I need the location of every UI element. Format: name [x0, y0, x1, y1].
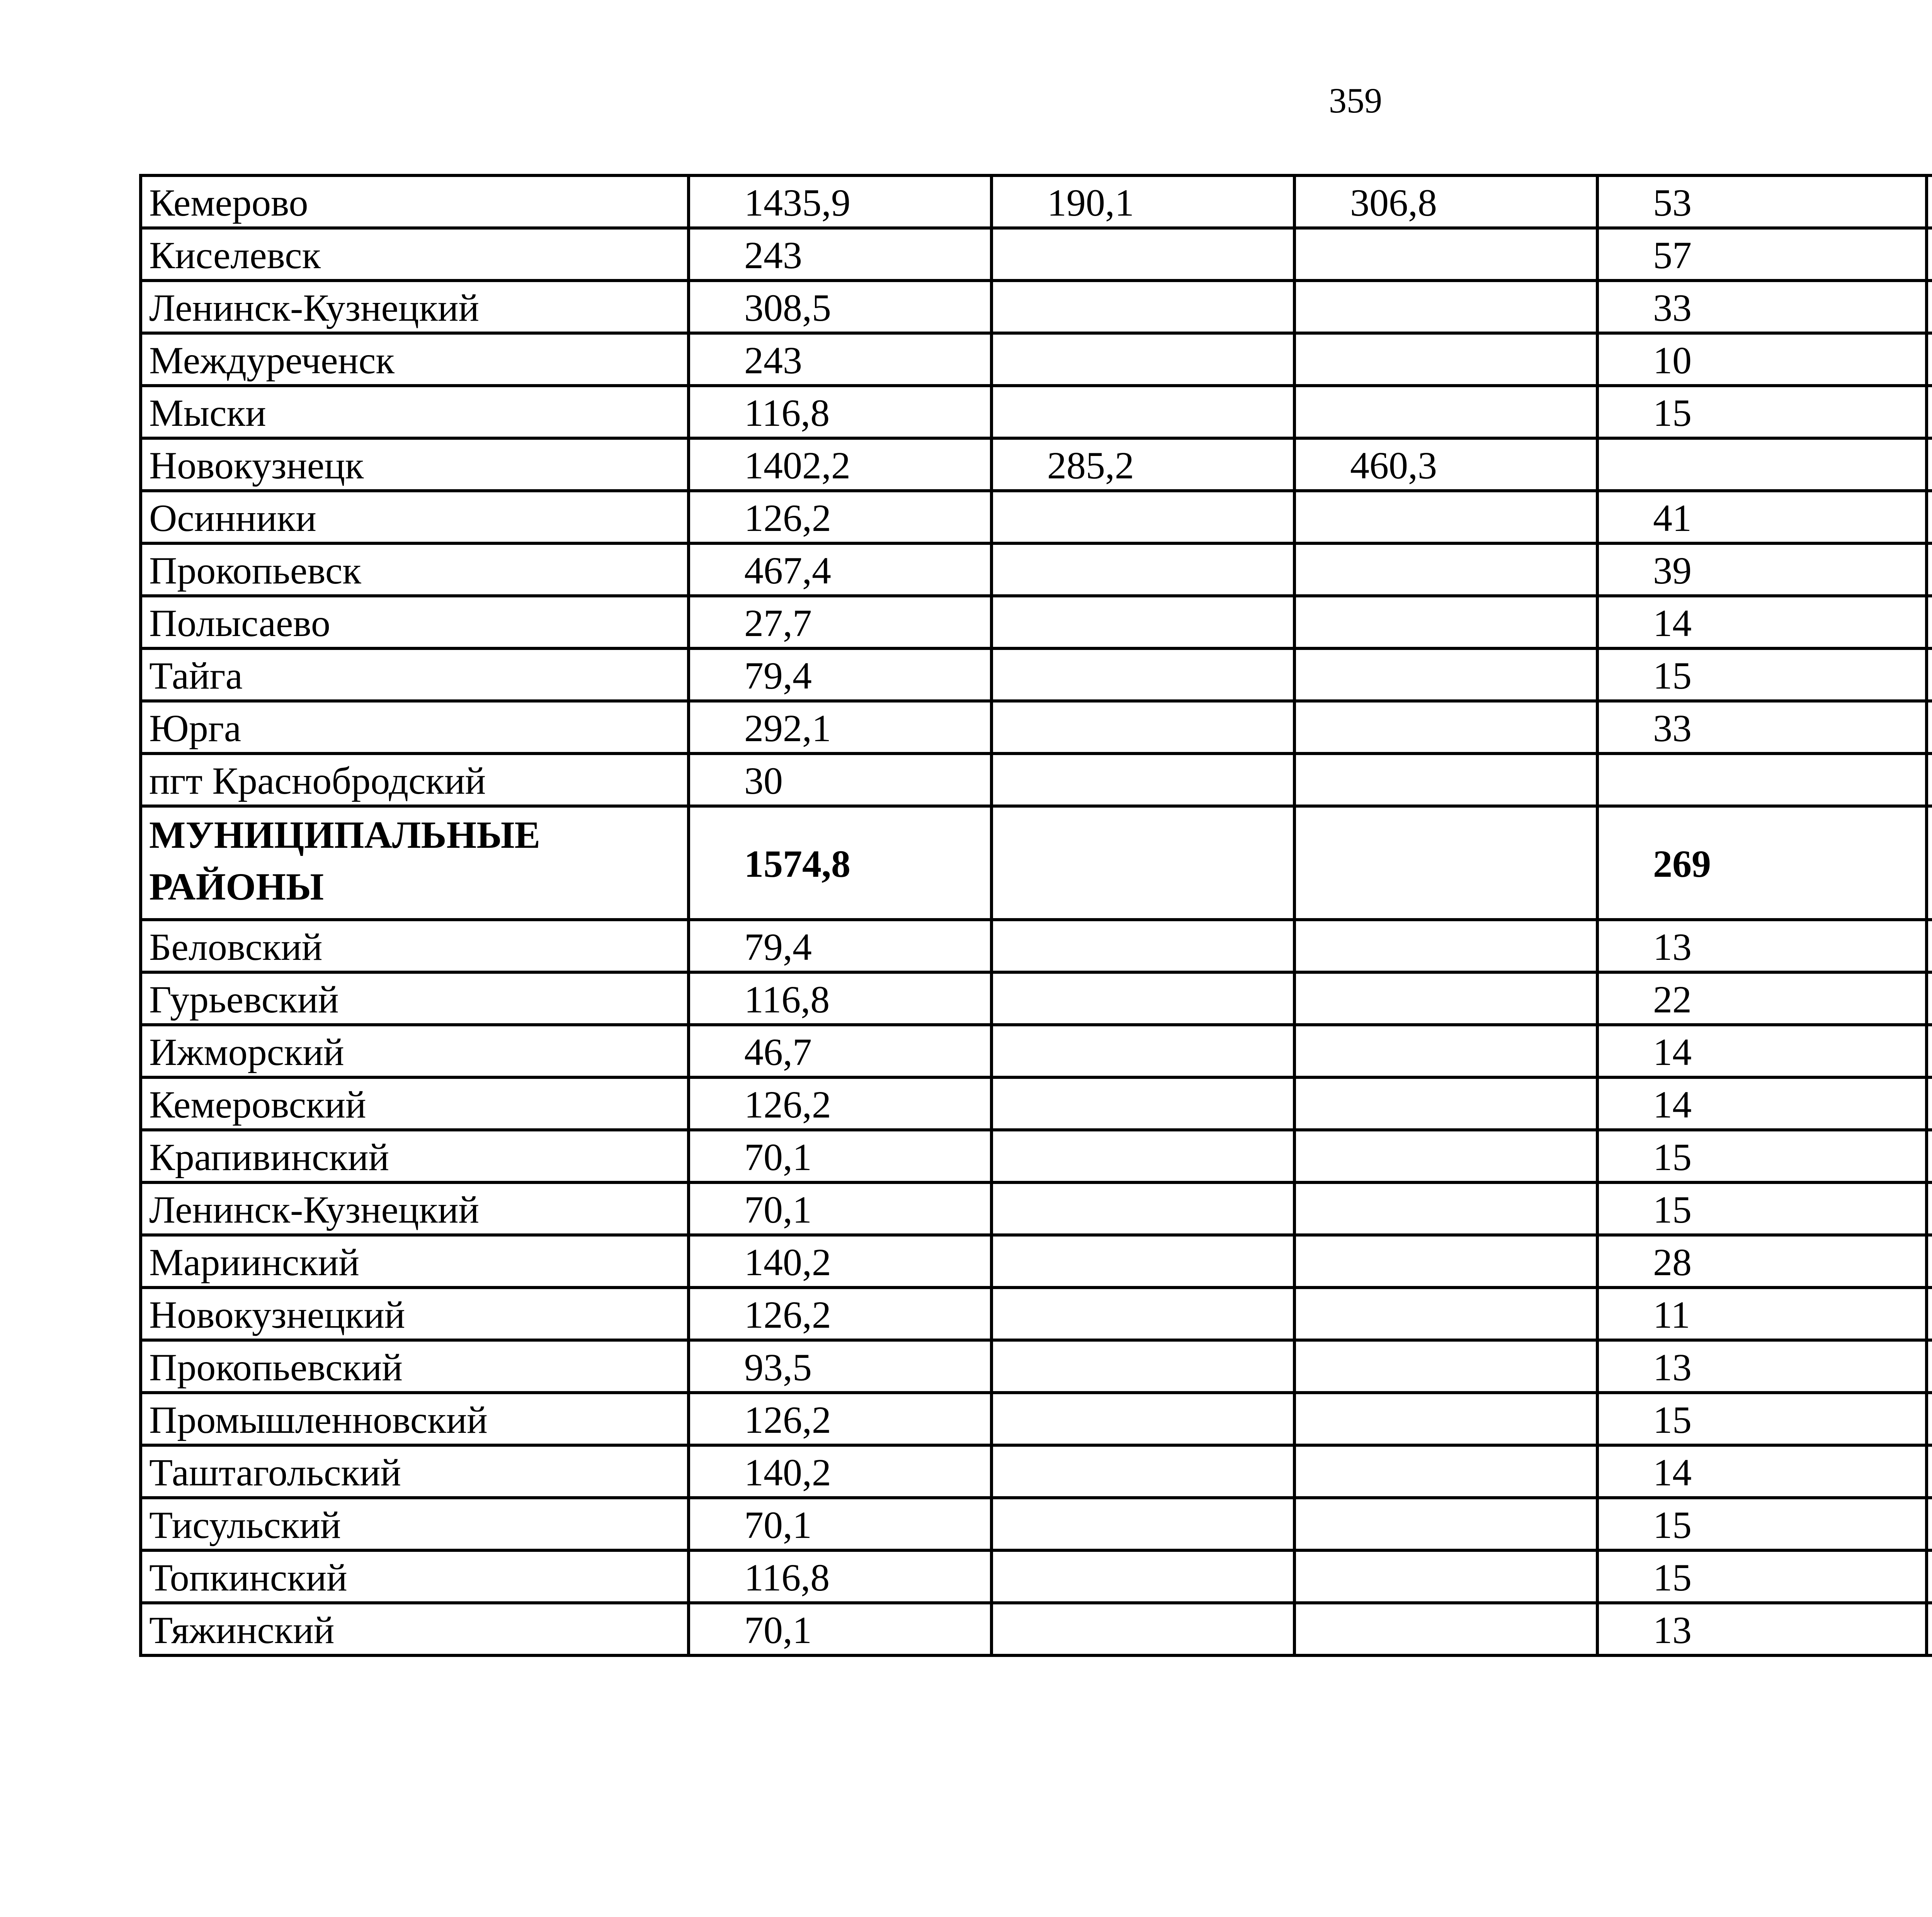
table-row	[141, 1235, 1932, 1288]
table-row	[141, 920, 1932, 972]
value-cell-c1: 79,4	[689, 648, 992, 701]
value-cell-c4: 10	[1597, 333, 1927, 386]
value-cell-c3	[1294, 920, 1597, 972]
table-row	[141, 1603, 1932, 1655]
value-cell-c4: 14	[1597, 1077, 1927, 1130]
value-cell-c1: 126,2	[689, 1288, 992, 1340]
value-cell-c4: 33	[1597, 281, 1927, 333]
data-table	[139, 174, 1932, 1657]
value-cell-c4	[1597, 754, 1927, 806]
value-cell-c3	[1294, 1077, 1597, 1130]
value-cell-c4: 22	[1597, 972, 1927, 1025]
value-cell-c1: 126,2	[689, 491, 992, 543]
table-row	[141, 754, 1932, 806]
value-cell-c5	[1927, 648, 1932, 701]
value-cell-c1: 116,8	[689, 386, 992, 438]
value-cell-c2	[992, 806, 1294, 920]
value-cell-c1: 126,2	[689, 1393, 992, 1445]
value-cell-c2	[992, 543, 1294, 596]
value-cell-c5	[1927, 281, 1932, 333]
value-cell-c4: 28	[1597, 1235, 1927, 1288]
value-cell-c5	[1927, 596, 1932, 648]
value-cell-c4: 53	[1597, 175, 1927, 228]
value-cell-c3	[1294, 596, 1597, 648]
value-cell-c3	[1294, 648, 1597, 701]
value-cell-c1: 46,7	[689, 1025, 992, 1077]
table-row	[141, 806, 1932, 920]
value-cell-c1: 243	[689, 333, 992, 386]
value-cell-c1: 116,8	[689, 972, 992, 1025]
row-label-cell: Тайга	[141, 648, 689, 701]
value-cell-c4: 33	[1597, 701, 1927, 754]
value-cell-c3	[1294, 1182, 1597, 1235]
value-cell-c3	[1294, 972, 1597, 1025]
table-row	[141, 333, 1932, 386]
table-row	[141, 1498, 1932, 1550]
table-row	[141, 596, 1932, 648]
value-cell-c4: 13	[1597, 1603, 1927, 1655]
table-row	[141, 228, 1932, 281]
value-cell-c4	[1597, 438, 1927, 491]
row-label-cell: Таштагольский	[141, 1445, 689, 1498]
row-label-cell: Кемеровский	[141, 1077, 689, 1130]
row-label-cell: Гурьевский	[141, 972, 689, 1025]
value-cell-c1: 308,5	[689, 281, 992, 333]
table-row	[141, 1445, 1932, 1498]
value-cell-c1: 79,4	[689, 920, 992, 972]
value-cell-c4: 41	[1597, 491, 1927, 543]
value-cell-c3	[1294, 1393, 1597, 1445]
value-cell-c1: 116,8	[689, 1550, 992, 1603]
value-cell-c1: 292,1	[689, 701, 992, 754]
value-cell-c1: 70,1	[689, 1603, 992, 1655]
value-cell-c3	[1294, 806, 1597, 920]
value-cell-c5	[1927, 754, 1932, 806]
value-cell-c2	[992, 1182, 1294, 1235]
value-cell-c1: 126,2	[689, 1077, 992, 1130]
value-cell-c2	[992, 1393, 1294, 1445]
value-cell-c2	[992, 333, 1294, 386]
row-label-cell: Тяжинский	[141, 1603, 689, 1655]
value-cell-c4: 14	[1597, 1445, 1927, 1498]
table-row	[141, 1288, 1932, 1340]
value-cell-c3	[1294, 386, 1597, 438]
value-cell-c3	[1294, 1288, 1597, 1340]
row-label-cell: Топкинский	[141, 1550, 689, 1603]
value-cell-c2	[992, 701, 1294, 754]
value-cell-c5	[1927, 806, 1932, 920]
value-cell-c5	[1927, 1235, 1932, 1288]
table-row	[141, 281, 1932, 333]
value-cell-c2	[992, 1130, 1294, 1182]
row-label-cell: Беловский	[141, 920, 689, 972]
row-label-cell: Прокопьевский	[141, 1340, 689, 1393]
value-cell-c5	[1927, 1130, 1932, 1182]
value-cell-c5	[1927, 1603, 1932, 1655]
value-cell-c5	[1927, 1340, 1932, 1393]
value-cell-c5	[1927, 701, 1932, 754]
value-cell-c3	[1294, 228, 1597, 281]
value-cell-c1: 1435,9	[689, 175, 992, 228]
value-cell-c2	[992, 1550, 1294, 1603]
table-row	[141, 1077, 1932, 1130]
value-cell-c1: 140,2	[689, 1235, 992, 1288]
table-row	[141, 648, 1932, 701]
value-cell-c3	[1294, 1340, 1597, 1393]
table-row	[141, 1130, 1932, 1182]
value-cell-c2	[992, 1445, 1294, 1498]
value-cell-c1: 467,4	[689, 543, 992, 596]
table-row	[141, 1025, 1932, 1077]
row-label-cell: Мариинский	[141, 1235, 689, 1288]
value-cell-c3	[1294, 491, 1597, 543]
value-cell-c2	[992, 1603, 1294, 1655]
value-cell-c3	[1294, 754, 1597, 806]
value-cell-c5	[1927, 1182, 1932, 1235]
row-label-cell: Мыски	[141, 386, 689, 438]
row-label-cell: Киселевск	[141, 228, 689, 281]
row-label-cell: Крапивинский	[141, 1130, 689, 1182]
value-cell-c2	[992, 1235, 1294, 1288]
value-cell-c2	[992, 972, 1294, 1025]
value-cell-c3: 460,3	[1294, 438, 1597, 491]
value-cell-c2	[992, 920, 1294, 972]
value-cell-c1: 70,1	[689, 1498, 992, 1550]
value-cell-c3	[1294, 701, 1597, 754]
value-cell-c2: 285,2	[992, 438, 1294, 491]
value-cell-c3	[1294, 1130, 1597, 1182]
value-cell-c5	[1927, 1498, 1932, 1550]
value-cell-c5	[1927, 1550, 1932, 1603]
value-cell-c5	[1927, 1077, 1932, 1130]
value-cell-c5	[1927, 1025, 1932, 1077]
value-cell-c4: 14	[1597, 1025, 1927, 1077]
value-cell-c5	[1927, 1393, 1932, 1445]
value-cell-c2	[992, 754, 1294, 806]
value-cell-c5	[1927, 1445, 1932, 1498]
table-row	[141, 972, 1932, 1025]
value-cell-c2	[992, 1340, 1294, 1393]
value-cell-c4: 15	[1597, 386, 1927, 438]
value-cell-c2	[992, 228, 1294, 281]
row-label-cell: Ижморский	[141, 1025, 689, 1077]
row-label-cell: Ленинск-Кузнецкий	[141, 281, 689, 333]
value-cell-c2	[992, 648, 1294, 701]
value-cell-c3: 306,8	[1294, 175, 1597, 228]
value-cell-c3	[1294, 333, 1597, 386]
row-label-cell: МУНИЦИПАЛЬНЫЕ РАЙОНЫ	[141, 806, 689, 920]
value-cell-c2	[992, 491, 1294, 543]
row-label-cell: Ленинск-Кузнецкий	[141, 1182, 689, 1235]
row-label-cell: пгт Краснобродский	[141, 754, 689, 806]
value-cell-c4: 13	[1597, 920, 1927, 972]
value-cell-c5	[1927, 543, 1932, 596]
value-cell-c1: 93,5	[689, 1340, 992, 1393]
value-cell-c4: 15	[1597, 1130, 1927, 1182]
value-cell-c4: 11	[1597, 1288, 1927, 1340]
value-cell-c3	[1294, 1445, 1597, 1498]
value-cell-c1: 1574,8	[689, 806, 992, 920]
table-row	[141, 543, 1932, 596]
value-cell-c2	[992, 1077, 1294, 1130]
row-label-cell: Кемерово	[141, 175, 689, 228]
value-cell-c3	[1294, 1550, 1597, 1603]
value-cell-c4: 15	[1597, 648, 1927, 701]
value-cell-c5	[1927, 920, 1932, 972]
value-cell-c4: 15	[1597, 1550, 1927, 1603]
page-number: 359	[1329, 81, 1382, 120]
value-cell-c2	[992, 1498, 1294, 1550]
value-cell-c1: 1402,2	[689, 438, 992, 491]
table-row	[141, 1393, 1932, 1445]
value-cell-c4: 39	[1597, 543, 1927, 596]
row-label-cell: Осинники	[141, 491, 689, 543]
table-row	[141, 175, 1932, 228]
value-cell-c2: 190,1	[992, 175, 1294, 228]
value-cell-c4: 269	[1597, 806, 1927, 920]
value-cell-c1: 70,1	[689, 1182, 992, 1235]
row-label-cell: Полысаево	[141, 596, 689, 648]
value-cell-c4: 13	[1597, 1340, 1927, 1393]
table-row	[141, 701, 1932, 754]
row-label-cell: Междуреченск	[141, 333, 689, 386]
value-cell-c3	[1294, 543, 1597, 596]
value-cell-c3	[1294, 281, 1597, 333]
value-cell-c3	[1294, 1235, 1597, 1288]
value-cell-c4: 14	[1597, 596, 1927, 648]
value-cell-c4: 57	[1597, 228, 1927, 281]
value-cell-c3	[1294, 1025, 1597, 1077]
value-cell-c4: 15	[1597, 1182, 1927, 1235]
value-cell-c4: 15	[1597, 1498, 1927, 1550]
table-row	[141, 491, 1932, 543]
value-cell-c3	[1294, 1603, 1597, 1655]
value-cell-c5	[1927, 386, 1932, 438]
table-row	[141, 438, 1932, 491]
value-cell-c5	[1927, 438, 1932, 491]
table-row	[141, 1182, 1932, 1235]
value-cell-c3	[1294, 1498, 1597, 1550]
table-row	[141, 1550, 1932, 1603]
row-label-cell: Промышленновский	[141, 1393, 689, 1445]
value-cell-c1: 30	[689, 754, 992, 806]
value-cell-c5	[1927, 491, 1932, 543]
value-cell-c2	[992, 386, 1294, 438]
value-cell-c4: 15	[1597, 1393, 1927, 1445]
value-cell-c2	[992, 1025, 1294, 1077]
row-label-cell: Новокузнецкий	[141, 1288, 689, 1340]
row-label-cell: Юрга	[141, 701, 689, 754]
value-cell-c2	[992, 281, 1294, 333]
row-label-cell: Новокузнецк	[141, 438, 689, 491]
table-row	[141, 386, 1932, 438]
value-cell-c2	[992, 596, 1294, 648]
value-cell-c5	[1927, 175, 1932, 228]
value-cell-c5	[1927, 1288, 1932, 1340]
row-label-cell: Тисульский	[141, 1498, 689, 1550]
value-cell-c5	[1927, 972, 1932, 1025]
value-cell-c1: 27,7	[689, 596, 992, 648]
value-cell-c1: 243	[689, 228, 992, 281]
value-cell-c1: 70,1	[689, 1130, 992, 1182]
table-body	[141, 175, 1932, 1655]
value-cell-c5	[1927, 333, 1932, 386]
value-cell-c1: 140,2	[689, 1445, 992, 1498]
value-cell-c5	[1927, 228, 1932, 281]
table-row	[141, 1340, 1932, 1393]
row-label-cell: Прокопьевск	[141, 543, 689, 596]
value-cell-c2	[992, 1288, 1294, 1340]
